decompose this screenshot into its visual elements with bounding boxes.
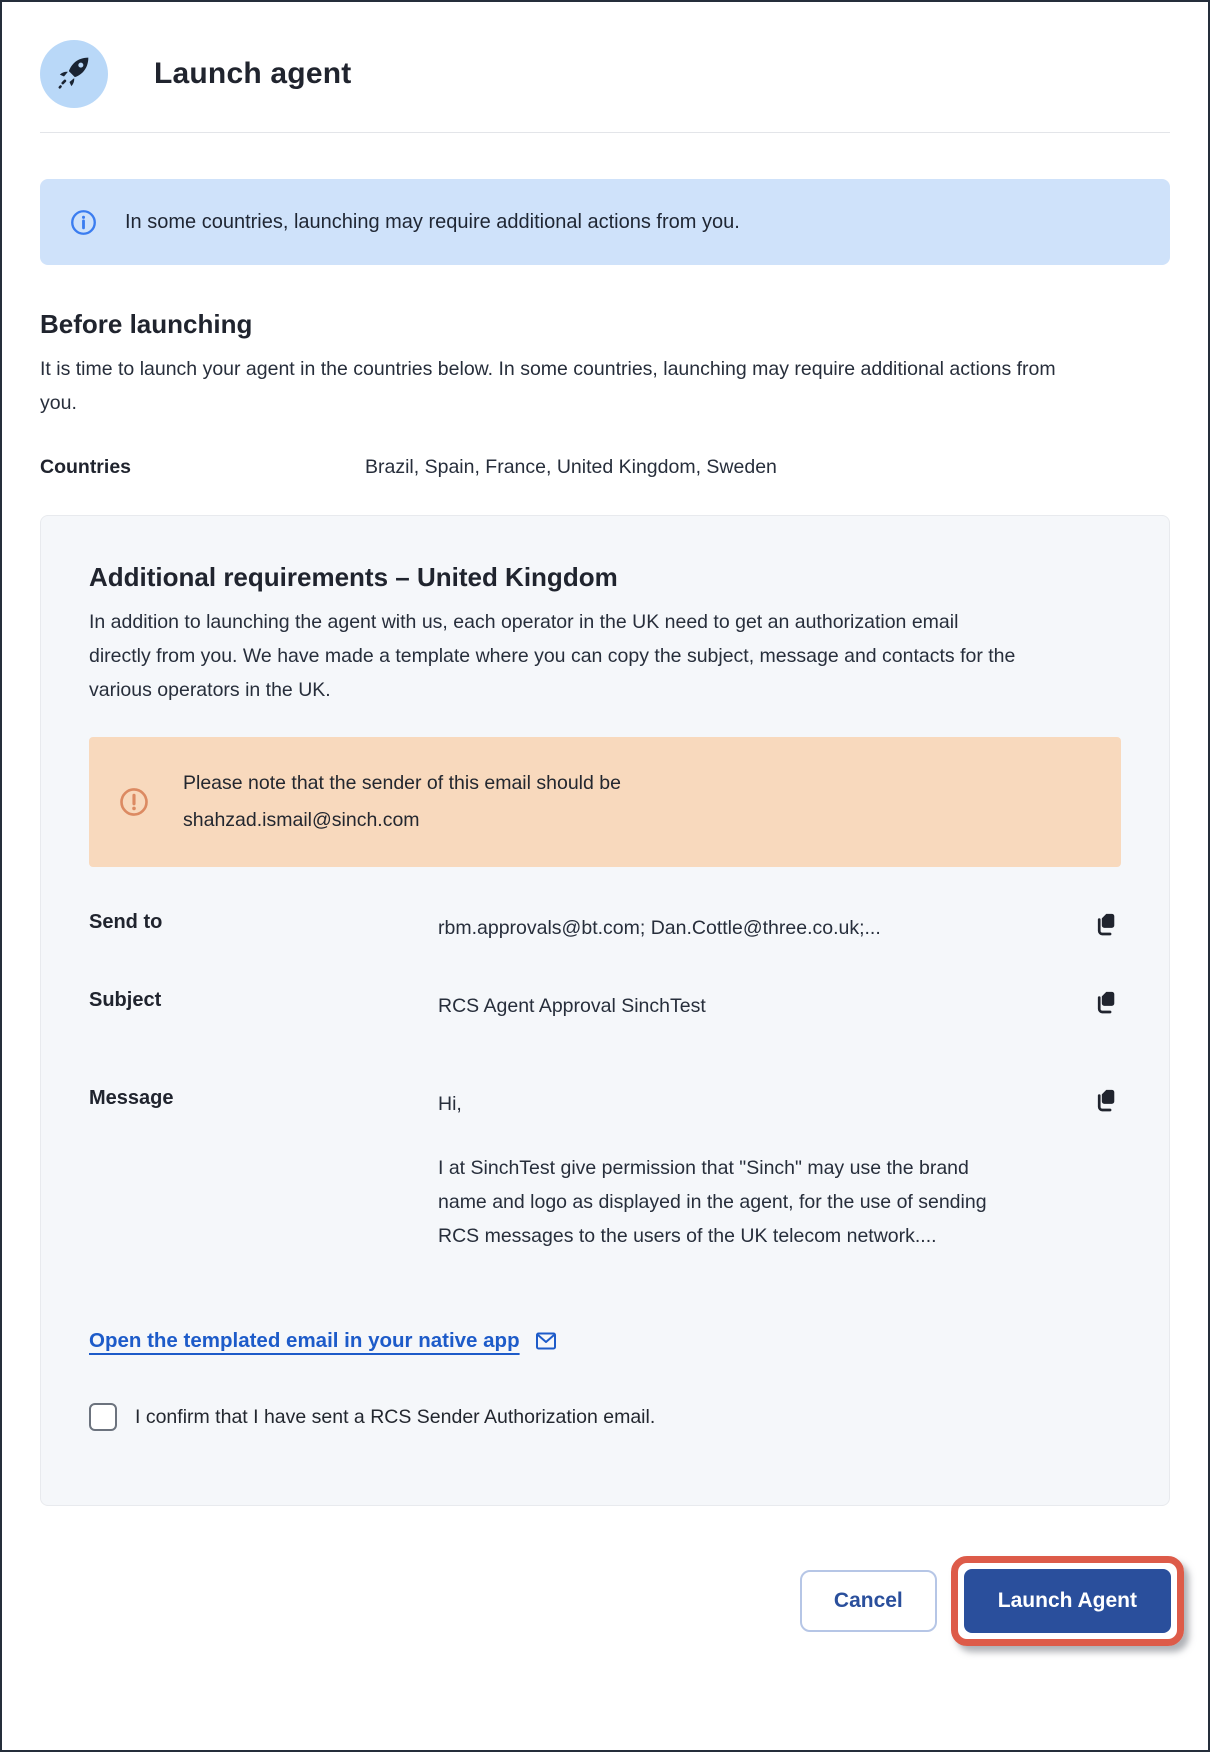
copy-icon [1095, 1003, 1121, 1018]
countries-label: Countries [40, 456, 132, 478]
send-to-row [89, 911, 1121, 945]
subject-value: RCS Agent Approval SinchTest [438, 995, 706, 1017]
send-to-label: Send to [89, 911, 163, 933]
countries-value: Brazil, Spain, France, United Kingdom, Sweden [365, 456, 777, 478]
requirements-description: In addition to launching the agent with us, each operator in the UK need to get an authorization email directly from you. We have made a template where you can copy the subject, message and contacts for the various operators in the UK. [89, 611, 1016, 701]
sender-warning-line1: Please note that the sender of this email should be [183, 772, 621, 794]
open-templated-email-link[interactable] [89, 1329, 558, 1353]
dialog-header [40, 40, 1170, 108]
info-icon [70, 209, 97, 236]
header-divider [40, 132, 1170, 133]
message-body: I at SinchTest give permission that "Sinch" may use the brand name and logo as displayed in the agent, for the use of sending RCS messages to the users of the UK telecom network.... [438, 1157, 987, 1247]
before-launching-heading: Before launching [40, 309, 253, 339]
info-banner-text: In some countries, launching may require additional actions from you. [125, 210, 740, 233]
sender-warning-line2: shahzad.ismail@sinch.com [183, 809, 420, 831]
message-value [438, 1087, 1087, 1253]
message-greeting: Hi, [438, 1093, 462, 1115]
warning-circle-icon [119, 787, 149, 817]
page-title: Launch agent [154, 57, 352, 90]
message-row [89, 1087, 1121, 1253]
launch-agent-button[interactable]: Launch Agent [964, 1569, 1171, 1633]
rocket-avatar [40, 40, 108, 108]
cancel-button[interactable]: Cancel [800, 1570, 937, 1632]
dialog-footer [40, 1556, 1170, 1646]
confirmation-row [89, 1403, 1121, 1431]
copy-message-button[interactable] [1095, 1087, 1121, 1113]
copy-send-to-button[interactable] [1095, 911, 1121, 937]
subject-row [89, 989, 1121, 1023]
additional-requirements-panel [40, 515, 1170, 1506]
info-banner [40, 179, 1170, 265]
send-to-value: rbm.approvals@bt.com; Dan.Cottle@three.co.uk;... [438, 917, 881, 939]
copy-icon [1095, 925, 1121, 940]
launch-button-highlight [951, 1556, 1184, 1646]
open-templated-email-label: Open the templated email in your native app [89, 1329, 520, 1352]
subject-label: Subject [89, 989, 162, 1011]
rocket-icon [54, 52, 94, 97]
sender-warning-text [183, 765, 621, 839]
envelope-icon [534, 1329, 558, 1353]
copy-icon [1095, 1101, 1121, 1116]
confirm-checkbox-label: I confirm that I have sent a RCS Sender Authorization email. [135, 1405, 656, 1428]
countries-row [40, 456, 1170, 479]
before-launching-description: It is time to launch your agent in the countries below. In some countries, launching may require additional actions from you. [40, 358, 1056, 414]
sender-warning-banner [89, 737, 1121, 867]
requirements-heading: Additional requirements – United Kingdom [89, 562, 618, 592]
message-label: Message [89, 1087, 174, 1109]
confirm-checkbox[interactable] [89, 1403, 117, 1431]
copy-subject-button[interactable] [1095, 989, 1121, 1015]
